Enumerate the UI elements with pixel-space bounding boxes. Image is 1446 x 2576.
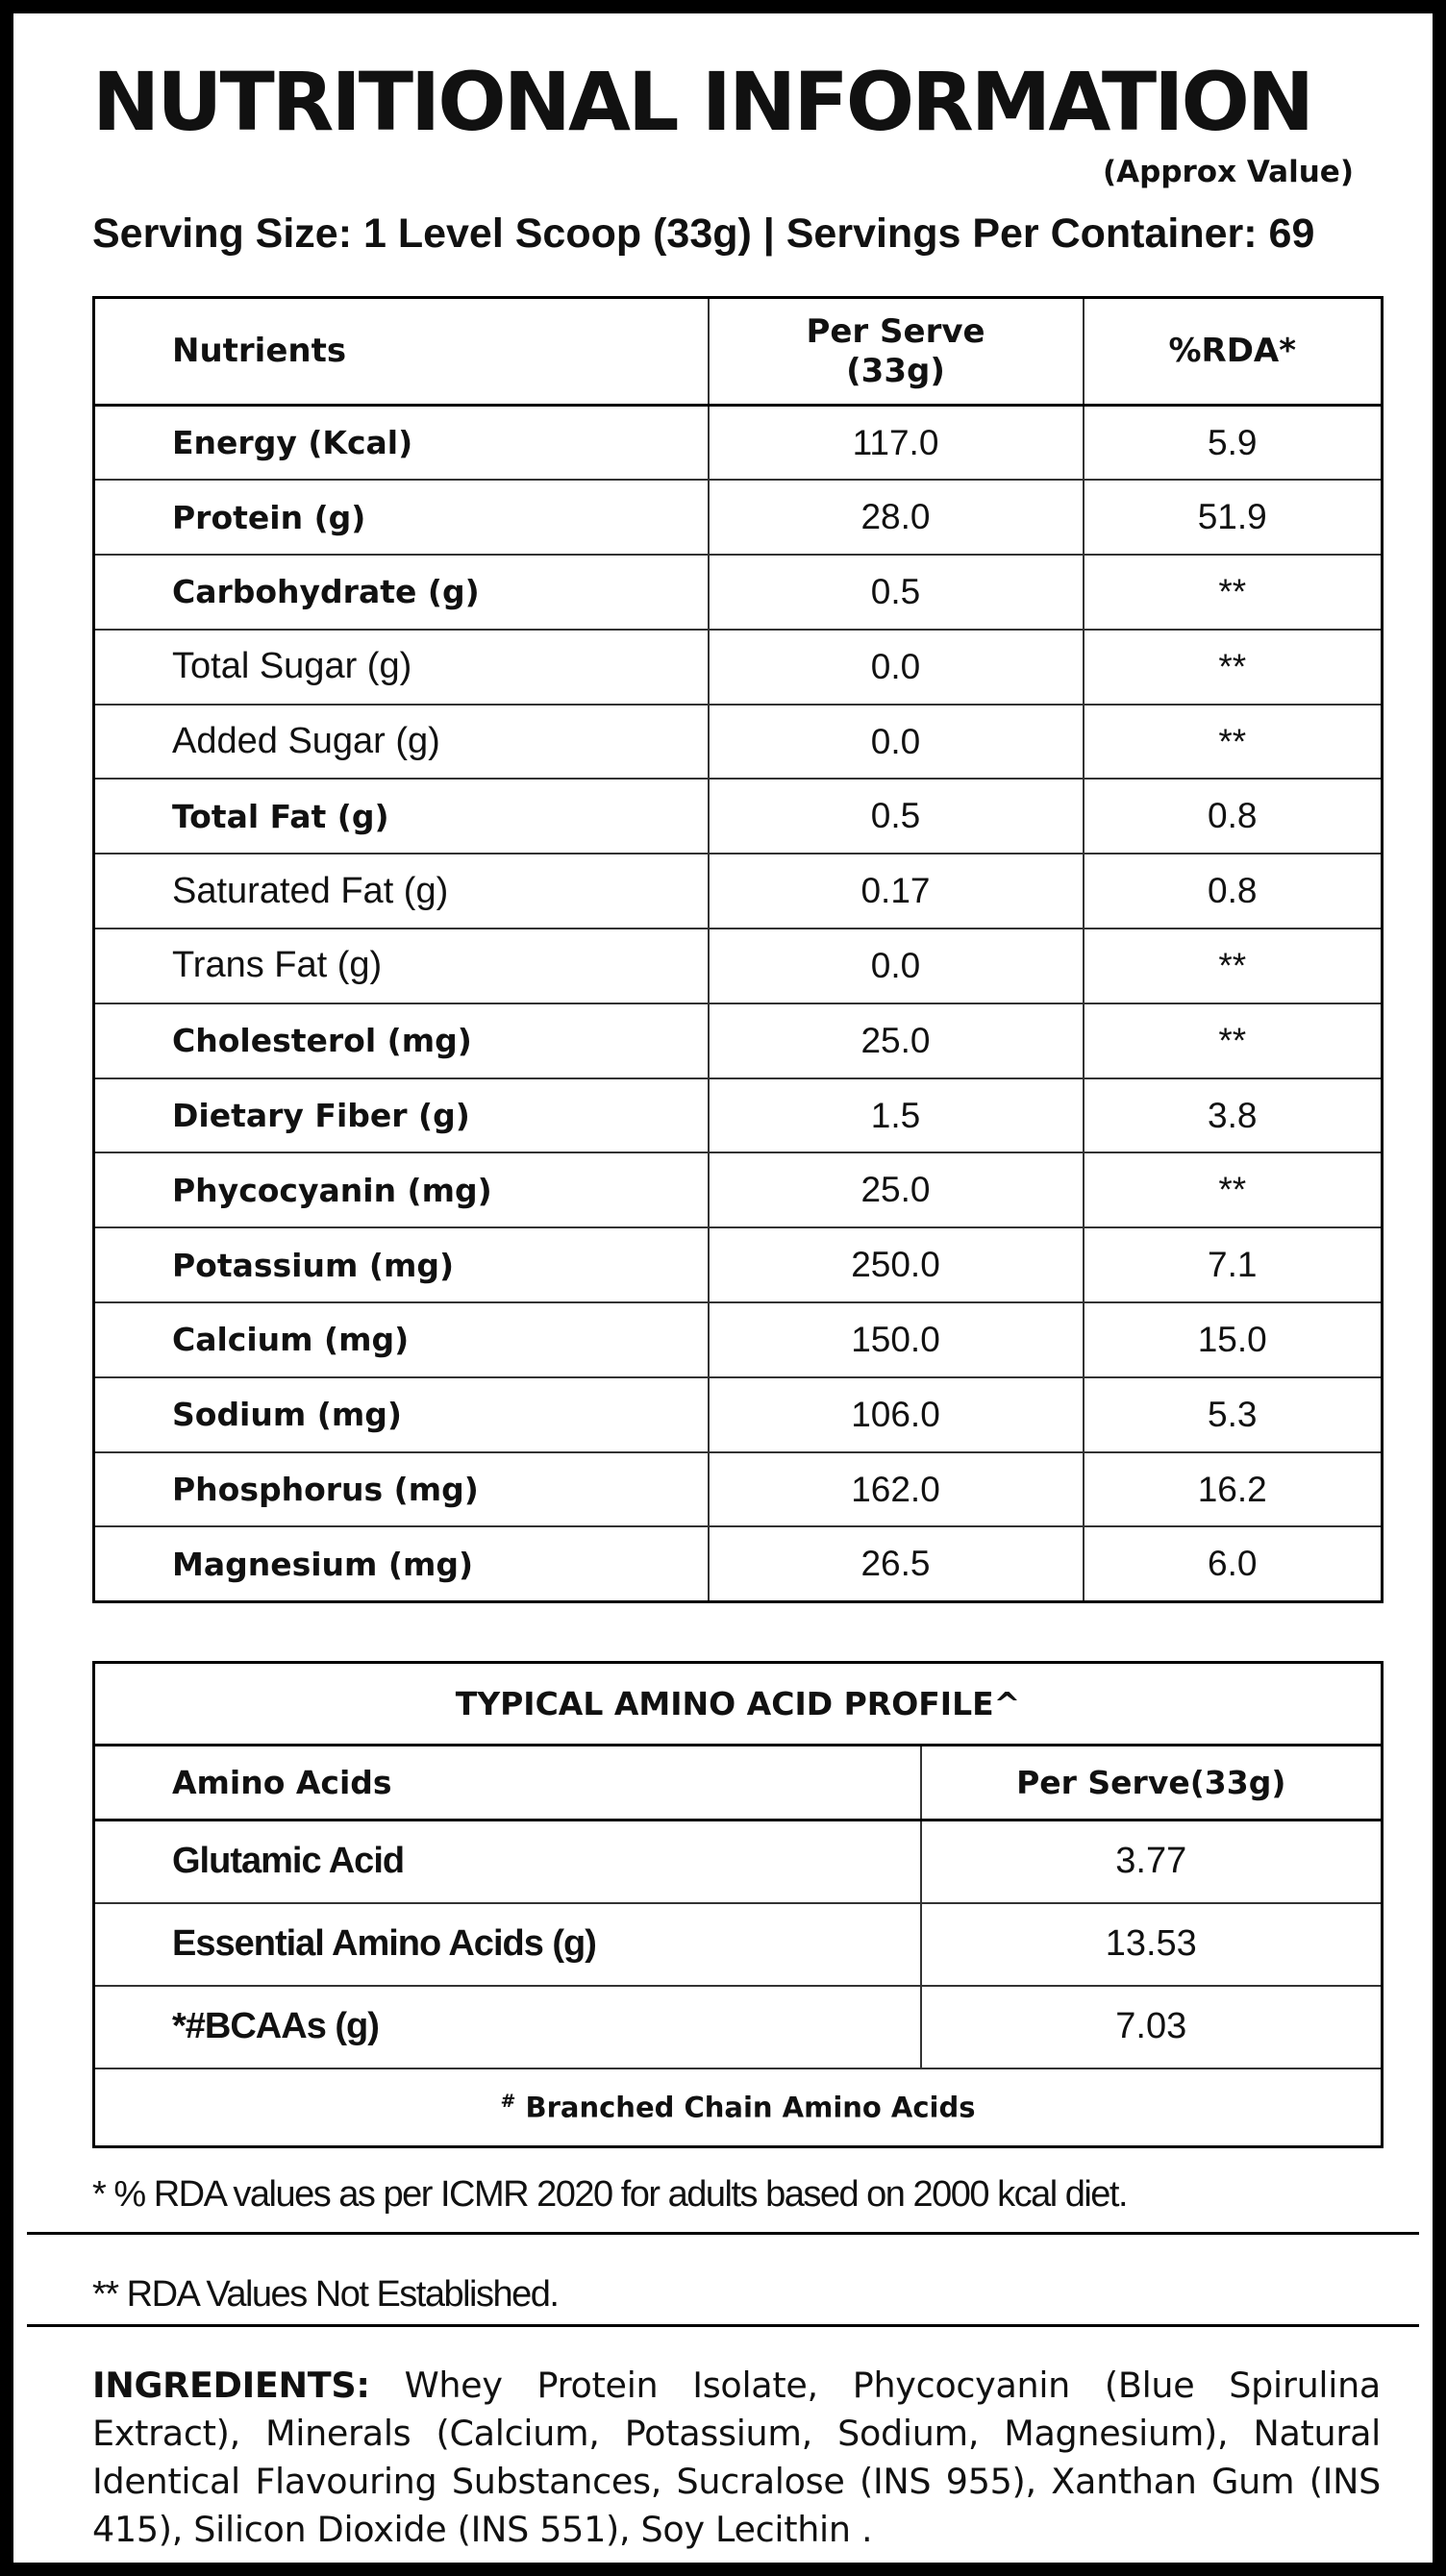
nutrient-rda: 51.9 [1084,480,1383,555]
nutrient-per-serve: 1.5 [709,1078,1084,1153]
nutrient-name: Total Fat (g) [94,779,709,854]
table-row [94,929,1383,1003]
header-rda: %RDA* [1084,298,1383,406]
header-amino-acids: Amino Acids [94,1746,921,1821]
table-row [94,1302,1383,1377]
nutrient-name: Phycocyanin (mg) [94,1152,709,1227]
nutrient-per-serve: 0.5 [709,555,1084,630]
nutrient-rda: ** [1084,555,1383,630]
rda-basis-note: * % RDA values as per ICMR 2020 for adults based on 2000 kcal diet. [92,2174,1128,2215]
table-row [94,1377,1383,1452]
table-row [94,555,1383,630]
amino-acid-table [92,1661,1384,2148]
nutrient-rda: 16.2 [1084,1452,1383,1527]
table-row [94,1003,1383,1078]
nutrient-rda: 5.9 [1084,406,1383,481]
nutrient-name: Energy (Kcal) [94,406,709,481]
nutrient-per-serve: 150.0 [709,1302,1084,1377]
amino-table-header [94,1746,1383,1821]
header-per-serve: Per Serve (33g) [709,298,1084,406]
table-row [94,406,1383,481]
table-row [94,1821,1383,1903]
nutrient-name: Saturated Fat (g) [94,854,709,929]
nutrient-per-serve: 162.0 [709,1452,1084,1527]
nutrient-per-serve: 0.5 [709,779,1084,854]
divider [27,2232,1419,2235]
table-row [94,1078,1383,1153]
nutrient-name: Potassium (mg) [94,1227,709,1302]
nutrient-rda: ** [1084,1003,1383,1078]
amino-table-footnote-row [94,2068,1383,2147]
rda-not-established-note: ** RDA Values Not Established. [92,2274,559,2315]
nutrient-name: Sodium (mg) [94,1377,709,1452]
nutrient-name: Trans Fat (g) [94,929,709,1003]
divider [27,2324,1419,2327]
table-row [94,1986,1383,2068]
table-row [94,779,1383,854]
nutrition-table [92,296,1384,1603]
table-row [94,1452,1383,1527]
table-row [94,480,1383,555]
nutrient-rda: ** [1084,630,1383,705]
amino-table-title: TYPICAL AMINO ACID PROFILE^ [94,1663,1383,1746]
nutrient-name: Carbohydrate (g) [94,555,709,630]
ingredients-label: INGREDIENTS: [92,2365,370,2406]
nutrition-table-header [94,298,1383,406]
nutrient-rda: 7.1 [1084,1227,1383,1302]
nutrient-per-serve: 117.0 [709,406,1084,481]
amino-name: Glutamic Acid [94,1821,921,1903]
nutrient-rda: 6.0 [1084,1526,1383,1601]
ingredients-block [92,2362,1381,2554]
nutrient-per-serve: 25.0 [709,1003,1084,1078]
nutrient-per-serve: 25.0 [709,1152,1084,1227]
nutrient-name: Total Sugar (g) [94,630,709,705]
table-row [94,1152,1383,1227]
nutrient-name: Magnesium (mg) [94,1526,709,1601]
nutrient-rda: 0.8 [1084,854,1383,929]
nutrient-rda: ** [1084,1152,1383,1227]
serving-size-line: Serving Size: 1 Level Scoop (33g) | Servings Per Container: 69 [92,211,1315,257]
amino-value: 7.03 [921,1986,1383,2068]
nutrient-per-serve: 106.0 [709,1377,1084,1452]
nutrient-per-serve: 0.0 [709,929,1084,1003]
nutrient-name: Dietary Fiber (g) [94,1078,709,1153]
amino-value: 3.77 [921,1821,1383,1903]
nutrient-rda: 15.0 [1084,1302,1383,1377]
ingredients-text: Whey Protein Isolate, Phycocyanin (Blue Spirulina Extract), Minerals (Calcium, Potassium, Sodium, Magnesium), Natural Identical Flavouring Substances, Sucralose (INS 955), Xanthan Gum (INS 415), Silicon Dioxide (INS 551), Soy Lecithin . [92,2365,1381,2550]
nutrient-name: Protein (g) [94,480,709,555]
table-row [94,1227,1383,1302]
header-amino-per-serve: Per Serve(33g) [921,1746,1383,1821]
nutrient-per-serve: 28.0 [709,480,1084,555]
nutrient-per-serve: 26.5 [709,1526,1084,1601]
table-row [94,1526,1383,1601]
nutrient-name: Added Sugar (g) [94,705,709,780]
footnote-mark: # [500,2090,516,2112]
amino-value: 13.53 [921,1903,1383,1986]
nutrient-rda: 3.8 [1084,1078,1383,1153]
nutrient-name: Cholesterol (mg) [94,1003,709,1078]
amino-name: *#BCAAs (g) [94,1986,921,2068]
nutrient-per-serve: 250.0 [709,1227,1084,1302]
amino-name: Essential Amino Acids (g) [94,1903,921,1986]
page-title: NUTRITIONAL INFORMATION [92,55,1312,149]
amino-table-footnote [94,2068,1383,2147]
table-row [94,854,1383,929]
nutrient-rda: 0.8 [1084,779,1383,854]
nutrient-rda: ** [1084,705,1383,780]
table-row [94,630,1383,705]
approx-value-note: (Approx Value) [1102,155,1354,189]
table-row [94,1903,1383,1986]
nutrient-name: Phosphorus (mg) [94,1452,709,1527]
nutrient-name: Calcium (mg) [94,1302,709,1377]
footnote-text: Branched Chain Amino Acids [525,2091,976,2124]
nutrient-rda: 5.3 [1084,1377,1383,1452]
table-row [94,705,1383,780]
nutrient-per-serve: 0.17 [709,854,1084,929]
header-nutrients: Nutrients [94,298,709,406]
amino-table-title-row [94,1663,1383,1746]
nutrient-per-serve: 0.0 [709,705,1084,780]
nutrient-per-serve: 0.0 [709,630,1084,705]
nutrient-rda: ** [1084,929,1383,1003]
